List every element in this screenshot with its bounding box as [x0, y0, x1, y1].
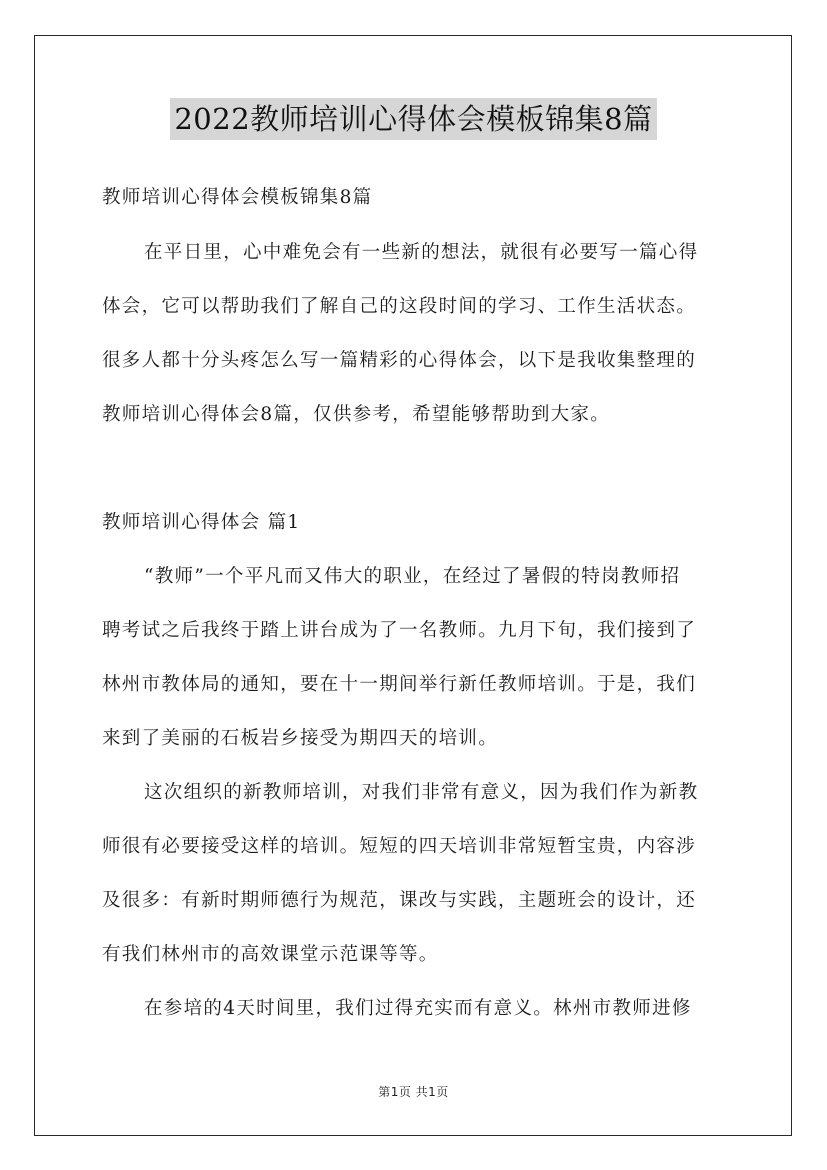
intro-line-2: 体会，它可以帮助我们了解自己的这段时间的学习、工作生活状态。 — [102, 296, 697, 317]
para2-line-4: 有我们林州市的高效课堂示范课等等。 — [102, 944, 439, 965]
para2-line-3: 及很多：有新时期师德行为规范，课改与实践，主题班会的设计，还 — [102, 890, 697, 911]
para2-line-2: 师很有必要接受这样的培训。短短的四天培训非常短暂宝贵，内容涉 — [102, 836, 697, 857]
title-container — [0, 98, 827, 140]
document-subtitle: 教师培训心得体会模板锦集8篇 — [102, 187, 373, 208]
section-heading: 教师培训心得体会 篇1 — [102, 512, 301, 533]
para1-line-4: 来到了美丽的石板岩乡接受为期四天的培训。 — [102, 728, 499, 749]
document-title: 2022教师培训心得体会模板锦集8篇 — [170, 98, 656, 140]
intro-line-4: 教师培训心得体会8篇，仅供参考，希望能够帮助到大家。 — [102, 404, 611, 425]
page-number-footer: 第1页 共1页 — [378, 1085, 449, 1099]
para2-line-1: 这次组织的新教师培训，对我们非常有意义，因为我们作为新教 — [144, 782, 699, 803]
para1-line-3: 林州市教体局的通知，要在十一期间举行新任教师培训。于是，我们 — [102, 674, 697, 695]
intro-line-3: 很多人都十分头疼怎么写一篇精彩的心得体会，以下是我收集整理的 — [102, 350, 697, 371]
para3-line-1: 在参培的4天时间里，我们过得充实而有意义。林州市教师进修 — [144, 998, 692, 1019]
para1-line-1: “教师”一个平凡而又伟大的职业，在经过了暑假的特岗教师招 — [144, 566, 681, 587]
intro-line-1: 在平日里，心中难免会有一些新的想法，就很有必要写一篇心得 — [144, 242, 699, 263]
para1-line-2: 聘考试之后我终于踏上讲台成为了一名教师。九月下旬，我们接到了 — [102, 620, 697, 641]
